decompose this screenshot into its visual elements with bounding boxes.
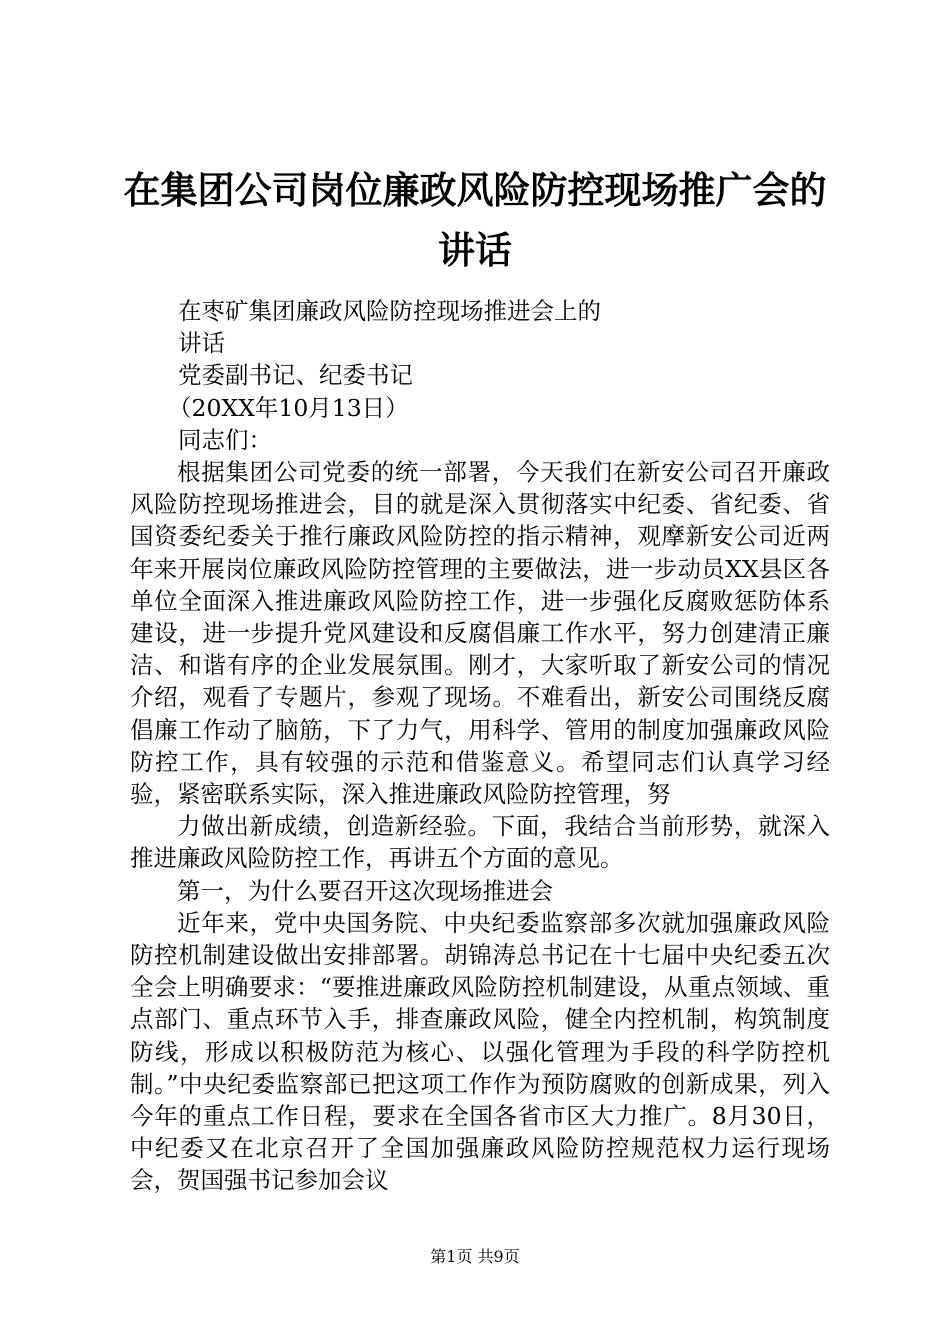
speech-venue-line-2: 讲话	[178, 329, 225, 358]
salutation: 同志们：	[178, 425, 272, 454]
section-heading: 第一，为什么要召开这次现场推进会	[177, 876, 553, 905]
speech-date: （20XX年10月13日）	[168, 393, 409, 422]
body-paragraph: 近年来，党中央国务院、中央纪委监察部多次就加强廉政风险防控机制建设做出安排部署。胡锦涛总书记在十七届中央纪委五次全会上明确要求：“要推进廉政风险防控机制建设，从重点领域、重点部门、重点环节入手，排查廉政风险，健全内控机制，构筑制度防线，形成以积极防范为核心、以强化管理为手段的科学防控机制。”中央纪委监察部已把这项工作作为预防腐败的创新成果，列入今年的重点工作日程，要求在全国各省市区大力推广。8月30日，中纪委又在北京召开了全国加强廉政风险防控规范权力运行现场会，贺国强书记参加会议	[130, 908, 830, 1195]
speaker-title: 党委副书记、纪委书记	[178, 361, 413, 390]
body-paragraph: 根据集团公司党委的统一部署，今天我们在新安公司召开廉政风险防控现场推进会，目的就是深入贯彻落实中纪委、省纪委、省国资委纪委关于推行廉政风险防控的指示精神，观摩新安公司近两年来开展岗位廉政风险防控管理的主要做法，进一步动员XX县区各单位全面深入推进廉政风险防控工作，进一步强化反腐败惩防体系建设，进一步提升党风建设和反腐倡廉工作水平，努力创建清正廉洁、和谐有序的企业发展氛围。刚才，大家听取了新安公司的情况介绍，观看了专题片，参观了现场。不难看出，新安公司围绕反腐倡廉工作动了脑筋，下了力气，用科学、管用的制度加强廉政风险防控工作，具有较强的示范和借鉴意义。希望同志们认真学习经验，紧密联系实际，深入推进廉政风险防控管理，努	[130, 458, 830, 809]
document-title: 在集团公司岗位廉政风险防控现场推广会的讲话	[123, 168, 827, 272]
body-paragraph: 力做出新成绩，创造新经验。下面，我结合当前形势，就深入推进廉政风险防控工作，再讲五个方面的意见。	[130, 812, 830, 873]
document-body	[130, 295, 830, 1197]
speech-venue-line: 在枣矿集团廉政风险防控现场推进会上的	[178, 297, 601, 325]
page-footer: 第1页 共9页	[430, 1247, 520, 1266]
